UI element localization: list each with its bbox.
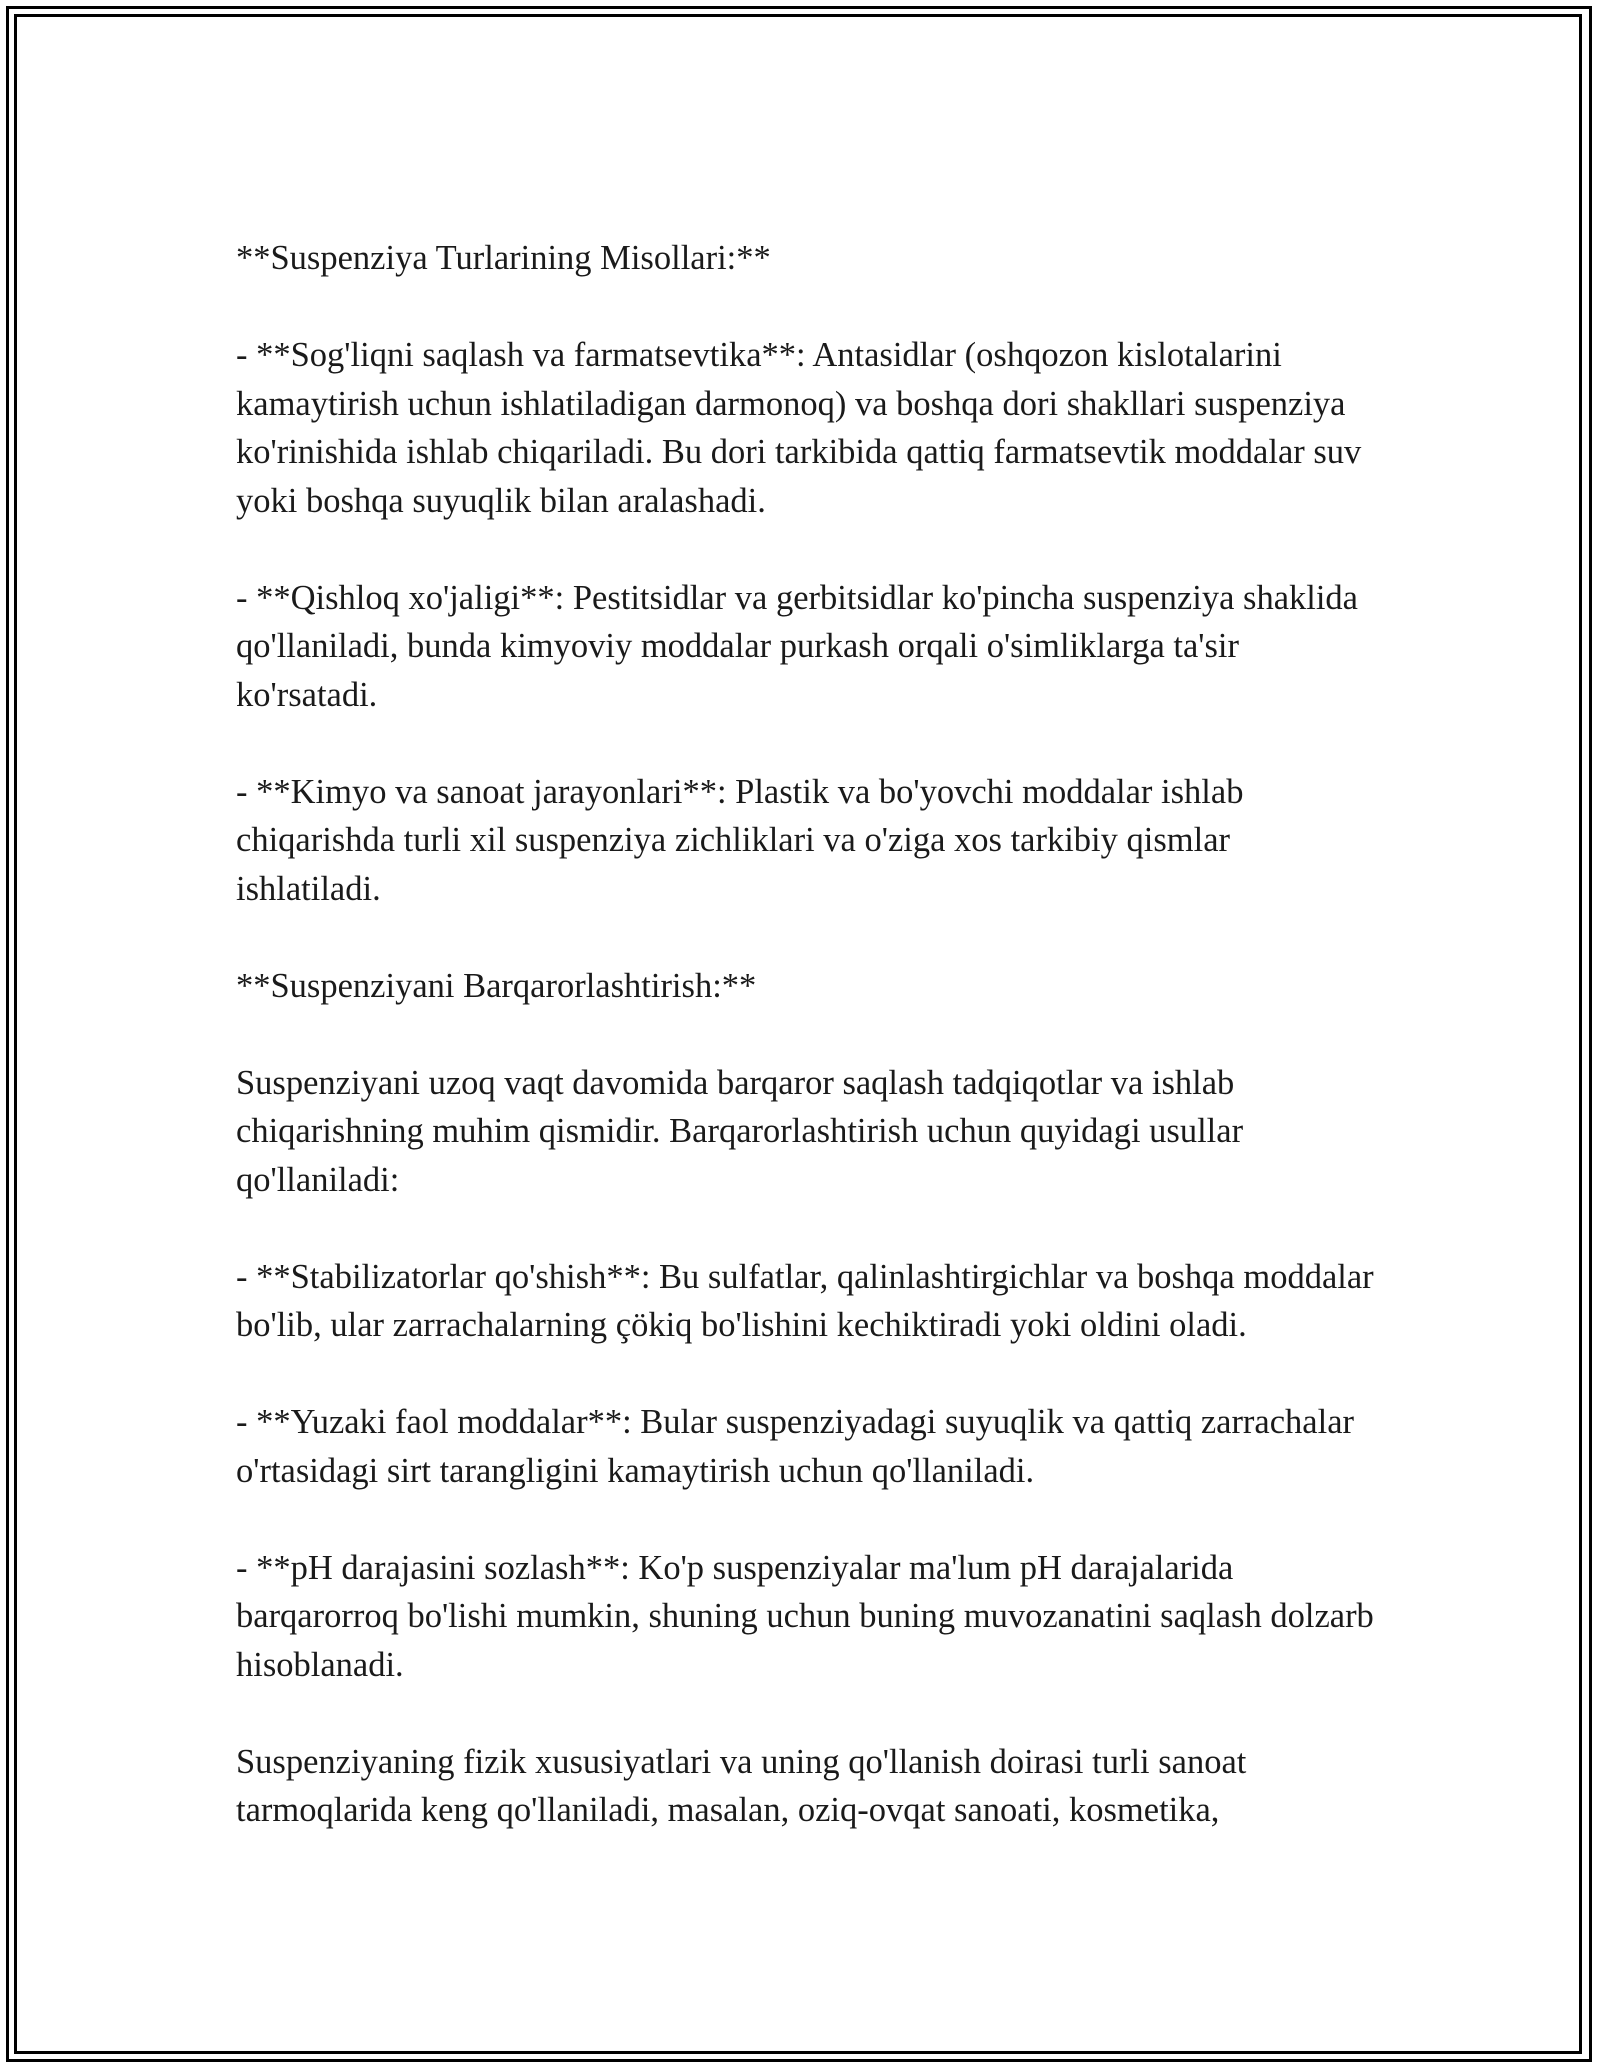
list-item-chemistry: - **Kimyo va sanoat jarayonlari**: Plastik va bo'yovchi moddalar ishlab chiqarishda turli xil suspenziya zichliklari va o'ziga xos tarkibiy qismlar ishlatiladi.: [236, 772, 1244, 908]
heading-stabilization: **Suspenziyani Barqarorlashtirish:**: [236, 966, 757, 1005]
list-item-stabilizers: - **Stabilizatorlar qo'shish**: Bu sulfatlar, qalinlashtirgichlar va boshqa moddalar bo'lib, ular zarrachalarning çökiq bo'lishini kechiktiradi yoki oldini oladi.: [236, 1257, 1374, 1344]
paragraph-conclusion: Suspenziyaning fizik xususiyatlari va uning qo'llanish doirasi turli sanoat tarmoqlarida keng qo'llaniladi, masalan, oziq-ovqat sanoati, kosmetika,: [236, 1742, 1247, 1829]
list-item-agriculture: - **Qishloq xo'jaligi**: Pestitsidlar va gerbitsidlar ko'pincha suspenziya shaklida qo'llaniladi, bunda kimyoviy moddalar purkash orqali o'simliklarga ta'sir ko'rsatadi.: [236, 578, 1358, 714]
document-body: [236, 234, 1376, 1883]
paragraph-stabilization-intro: Suspenziyani uzoq vaqt davomida barqaror saqlash tadqiqotlar va ishlab chiqarishning muhim qismidir. Barqarorlashtirish uchun quyidagi usullar qo'llaniladi:: [236, 1063, 1244, 1199]
list-item-ph: - **pH darajasini sozlash**: Ko'p suspenziyalar ma'lum pH darajalarida barqarorroq bo'lishi mumkin, shuning uchun buning muvozanatini saqlash dolzarb hisoblanadi.: [236, 1548, 1374, 1684]
list-item-healthcare: - **Sog'liqni saqlash va farmatsevtika**: Antasidlar (oshqozon kislotalarini kamaytirish uchun ishlatiladigan darmonoq) va boshqa dori shakllari suspenziya ko'rinishida ishlab chiqariladi. Bu dori tarkibida qattiq farmatsevtik moddalar suv yoki boshqa suyuqlik bilan aralashadi.: [236, 336, 1362, 520]
list-item-surfactants: - **Yuzaki faol moddalar**: Bular suspenziyadagi suyuqlik va qattiq zarrachalar o'rtasidagi sirt tarangligini kamaytirish uchun qo'llaniladi.: [236, 1403, 1354, 1490]
heading-examples: **Suspenziya Turlarining Misollari:**: [236, 239, 771, 277]
